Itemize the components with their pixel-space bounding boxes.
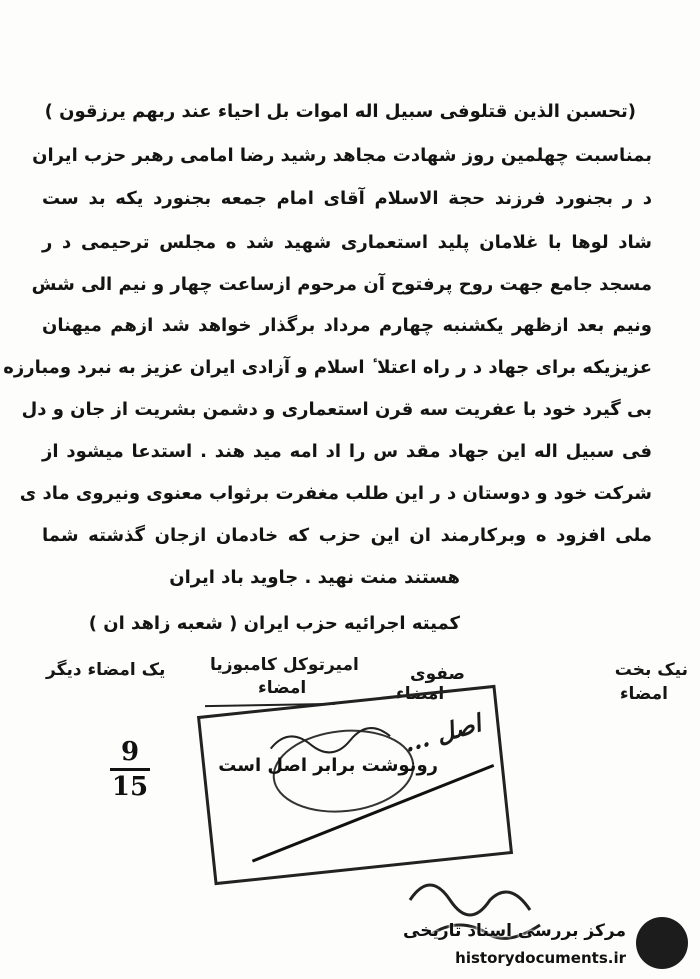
document-line-10: شرکت خود و دوستان د ر این طلب مغفرت برثواب معنوی ونیروی ماد ی — [19, 483, 652, 504]
archive-watermark — [403, 909, 700, 979]
signature-label-3: امضاء — [258, 678, 307, 698]
archive-title: مرکز بررسی اسناد تاریخی — [403, 921, 626, 941]
signature-name-1: نیک بخت — [614, 660, 688, 680]
document-line-12: هستند منت نهید . جاوید باد ایران — [169, 567, 460, 588]
fraction-bar — [110, 768, 150, 771]
committee-line: کمیته اجرائیه حزب ایران ( شعبه زاهد ان ) — [88, 613, 460, 634]
archive-logo-icon — [636, 917, 688, 969]
seal-stamp — [197, 685, 513, 885]
stamp-handwriting: اصل ... — [400, 708, 485, 758]
signature-name-3: امیرتوکل کامبوزیا — [210, 655, 359, 675]
handwritten-fraction — [110, 738, 150, 801]
signature-label-2: امضاء — [396, 684, 445, 704]
archive-url: historydocuments.ir — [455, 949, 626, 967]
document-line-1: (تحسبن الذین قتلوفی سبیل اله اموات بل احیاء عند ربهم یرزقون ) — [44, 101, 636, 122]
document-line-7: عزیزیکه برای جهاد د ر راه اعتلا ٔ اسلام و آزادی ایران عزیز به نبرد ومبارزه — [3, 357, 652, 378]
signature-name-2: صفوی — [410, 664, 465, 684]
copy-conformity-note: رونوشت برابر اصل است — [218, 755, 438, 776]
document-line-8: بی گیرد خود با عفریت سه قرن استعماری و دشمن بشریت از جان و دل — [21, 399, 652, 420]
document-line-11: ملی افزود ه وبرکارمند ان این حزب که خادمان ازجان گذشته شما — [42, 525, 652, 546]
signature-label-1: امضاء — [619, 684, 668, 704]
document-line-4: شاد لوها با غلامان پلید استعماری شهید شد ه مجلس ترحیمی د ر — [42, 232, 652, 253]
document-line-6: ونیم بعد ازظهر یکشنبه چهارم مرداد برگذار خواهد شد ازهم میهنان — [42, 315, 652, 336]
document-line-3: د ر بجنورد فرزند حجة الاسلام آقای امام جمعه بجنورد یکه بد ست — [42, 188, 652, 209]
document-line-5: مسجد جامع جهت روح پرفتوح آن مرحوم ازساعت چهار و نیم الی شش — [31, 274, 652, 295]
signature-name-4: یک امضاء دیگر — [46, 660, 166, 680]
document-line-2: بمناسبت چهلمین روز شهادت مجاهد رشید رضا امامی رهبر حزب ایران — [32, 145, 652, 166]
stamp-scribble — [197, 685, 513, 885]
fraction-denominator: 15 — [111, 772, 149, 802]
fraction-numerator: 9 — [120, 737, 140, 767]
document-line-9: فی سبیل اله این جهاد مقد س را اد امه مید هند . استدعا میشود از — [42, 441, 652, 462]
